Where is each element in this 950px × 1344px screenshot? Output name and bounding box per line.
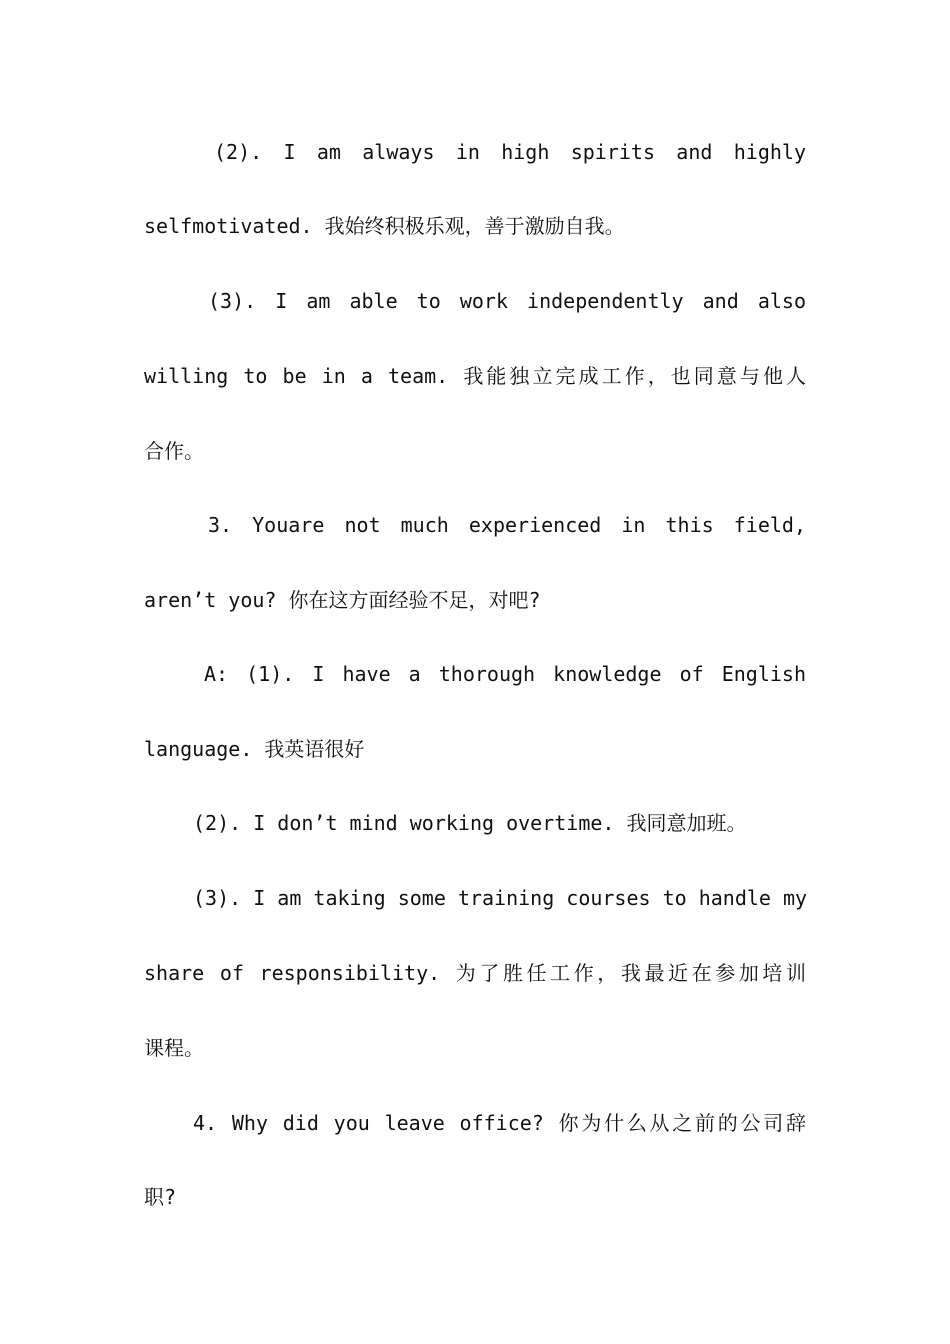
paragraph-line-3: (3). I am able to work independently and also: [208, 289, 806, 313]
answer-2-line: (2). I don’t mind working overtime. 我同意加班。: [193, 811, 747, 835]
question-4-line-2: 职?: [144, 1185, 177, 1209]
paragraph-line-2: selfmotivated. 我始终积极乐观，善于激励自我。: [144, 214, 625, 238]
answer-1-line-1: A: (1). I have a thorough knowledge of English: [204, 662, 806, 686]
answer-1-line-2: language. 我英语很好: [144, 737, 365, 761]
answer-3-line-3: 课程。: [144, 1036, 204, 1060]
paragraph-line-4: willing to be in a team. 我能独立完成工作，也同意与他人: [144, 364, 806, 388]
answer-3-line-1: (3). I am taking some training courses to handle my: [193, 886, 808, 910]
question-3-line-1: 3. Youare not much experienced in this field,: [208, 513, 806, 537]
paragraph-line-5: 合作。: [144, 439, 204, 463]
answer-3-line-2: share of responsibility. 为了胜任工作，我最近在参加培训: [144, 961, 806, 985]
paragraph-line-1: (2). I am always in high spirits and highly: [214, 140, 806, 164]
question-4-line-1: 4. Why did you leave office? 你为什么从之前的公司辞: [193, 1111, 806, 1135]
question-3-line-2: aren’t you? 你在这方面经验不足，对吧?: [144, 588, 541, 612]
